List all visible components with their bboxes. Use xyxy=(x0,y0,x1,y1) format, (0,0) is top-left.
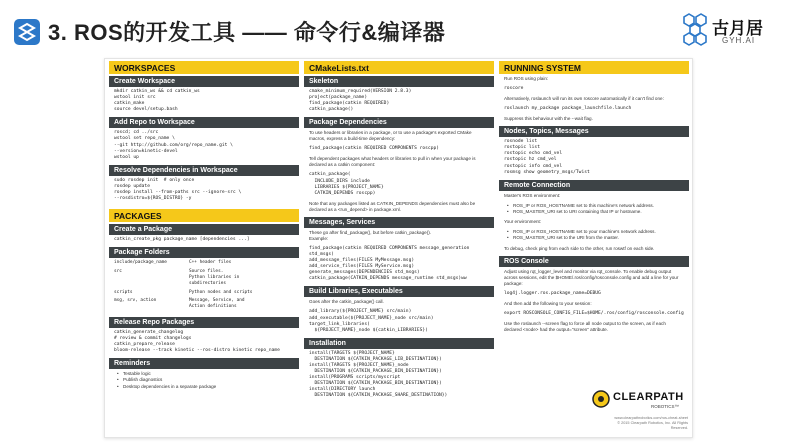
folder-name: msg, srv, action xyxy=(114,298,157,304)
list-item: • Testable logic xyxy=(123,371,294,377)
folder-desc: Python nodes and scripts xyxy=(189,289,253,295)
remote-list-yours xyxy=(499,227,689,243)
text-running-3: Suppress this behaviour with the --wait flag. xyxy=(504,116,593,122)
code-add-repo: roscd; cd ../src wstool set repo_name \ --git http://github.com/org/repo_name.git \ --version=kinetic-devel wstool up xyxy=(114,130,233,160)
text-package-deps-2: Tell dependent packages what headers or libraries to pull in when your package is declared as a catkin component: xyxy=(309,156,476,168)
text-package-deps-1: To use headers or libraries in a package, or to use a package's exported CMake macros, express a build-time dependency: xyxy=(309,130,472,142)
text-console-2: And then add the following to your session: xyxy=(504,300,592,306)
code-nodes: rosnode list rostopic list rostopic echo cmd_vel rostopic hz cmd_vel rostopic info cmd_vel rosmsg show geometry_msgs/Twist xyxy=(504,139,590,175)
folder-name: scripts xyxy=(114,289,133,295)
code-console-2: export ROSCONSOLE_CONFIG_FILE=$HOME/.ros/config/rosconsole.config xyxy=(504,310,684,316)
text-running-1: Run ROS using plain: xyxy=(504,76,549,81)
slide-title: 3. ROS的开发工具 —— 命令行&编译器 xyxy=(48,20,446,45)
code-skeleton: cmake_minimum_required(VERSION 2.8.3) project(package_name) find_package(catkin REQUIRED) catkin_package() xyxy=(309,89,412,113)
folder-desc: C++ header files xyxy=(189,260,232,266)
subsection-build: Build Libraries, Executables xyxy=(304,286,494,297)
section-title-running: RUNNING SYSTEM xyxy=(499,61,689,74)
clearpath-gear-icon xyxy=(591,389,611,409)
code-messages: find_package(catkin REQUIRED COMPONENTS message_generation std_msgs) add_message_files(FILES MyMessage.msg) add_service_files(FILES MyService.msg) generate_messages(DEPENDENCIES std_msgs) catkin_package(CATKIN_DEPENDS message_runtime std_msgs)ww xyxy=(309,245,470,282)
clearpath-subtitle: ROBOTICS™ xyxy=(651,404,680,409)
text-console-1: Adjust using rqt_logger_level and monitor via rqt_console. To enable debug output across sessions, edit the $HOME/.ros/config/rosconsole.config and add a line for your package: xyxy=(504,268,679,286)
brand-logo xyxy=(682,10,768,52)
slide-header xyxy=(0,0,790,60)
text-remote-2: Your environment: xyxy=(504,219,542,225)
folder-name: src xyxy=(114,269,122,275)
table-row xyxy=(114,298,294,310)
section-title-workspaces: WORKSPACES xyxy=(109,61,299,74)
subsection-release: Release Repo Packages xyxy=(109,317,299,328)
folder-desc: Message, Service, and Action definitions xyxy=(189,298,245,310)
hexagon-logo-icon xyxy=(682,12,710,46)
subsection-add-repo: Add Repo to Workspace xyxy=(109,117,299,128)
text-build: Goes after the catkin_package() call. xyxy=(309,299,384,305)
list-item: • ROS_MASTER_URI set to the URI from the master. xyxy=(513,235,684,241)
column-running-system xyxy=(499,59,689,430)
code-build: add_library(${PROJECT_NAME} src/main) add_executable(${PROJECT_NAME}_node src/main) target_link_libraries( ${PROJECT_NAME}_node ${catkin_LIBRARIES}) xyxy=(309,309,434,333)
column-workspaces-packages xyxy=(109,59,299,392)
list-item: • Desktop dependencies in a separate package xyxy=(123,384,294,390)
subsection-package-deps: Package Dependencies xyxy=(304,117,494,128)
subsection-remote: Remote Connection xyxy=(499,180,689,191)
column-cmakelists xyxy=(304,59,494,402)
list-item: • ROS_MASTER_URI set to URI containing that IP or hostname. xyxy=(513,209,684,215)
code-release: catkin_generate_changelog # review & commit changelogs catkin_prepare_release bloom-release --track kinetic --ros-distro kinetic repo_name xyxy=(114,329,280,354)
reminders-list xyxy=(109,369,299,392)
folder-name: include/package_name xyxy=(114,260,167,266)
subsection-reminders: Reminders xyxy=(109,358,299,369)
text-console-3: Use the roslaunch --screen flag to force all node output to the screen, as if each declared <node> had the output="screen" attribute. xyxy=(504,320,666,332)
text-remote-1: Master's ROS environment: xyxy=(504,192,561,198)
package-folders-table xyxy=(109,258,299,315)
cheat-sheet xyxy=(104,58,693,438)
code-package-deps-2: catkin_package( INCLUDE_DIRS include LIBRARIES ${PROJECT_NAME} CATKIN_DEPENDS roscpp) xyxy=(309,172,384,196)
clearpath-name: CLEARPATH xyxy=(613,391,684,403)
code-package-deps-1: find_package(catkin REQUIRED COMPONENTS roscpp) xyxy=(309,146,439,152)
code-installation: install(TARGETS ${PROJECT_NAME} DESTINATION ${CATKIN_PACKAGE_LIB_DESTINATION}) install(TARGETS ${PROJECT_NAME}_node DESTINATION ${CATKIN_PACKAGE_BIN_DESTINATION}) install(PROGRAMS scripts/myscript DESTINATION ${CATKIN_PACKAGE_BIN_DESTINATION}) install(DIRECTORY launch DESTINATION ${CATKIN_PACKAGE_SHARE_DESTINATION}) xyxy=(309,350,448,399)
list-item: • Publish diagnostics xyxy=(123,377,294,383)
code-console-1: log4j.logger.ros.package_name=DEBUG xyxy=(504,290,601,296)
subsection-skeleton: Skeleton xyxy=(304,76,494,87)
subsection-create-workspace: Create Workspace xyxy=(109,76,299,87)
text-remote-3: To debug, check ping from each side to the other, run roswtf on each side. xyxy=(504,245,655,251)
subsection-nodes: Nodes, Topics, Messages xyxy=(499,126,689,137)
remote-list-master xyxy=(499,201,689,217)
sheet-footer: www.clearpathrobotics.com/ros-cheat-sheet © 2015 Clearpath Robotics, Inc. All Rights Reserved. xyxy=(614,416,688,430)
app-logo-icon xyxy=(14,19,40,45)
code-running-1: roscore xyxy=(504,86,524,91)
subsection-console: ROS Console xyxy=(499,256,689,267)
section-title-cmakelists: CMakeLists.txt xyxy=(304,61,494,74)
text-running-2: Alternatively, roslaunch will run its own roscore automatically if it can't find one: xyxy=(504,96,664,102)
clearpath-logo xyxy=(591,389,684,411)
brand-subtitle: GYH.AI xyxy=(722,36,756,45)
list-item: • ROS_IP or ROS_HOSTNAME set to your machine's network address. xyxy=(513,229,684,235)
code-resolve-deps: sudo rosdep init # only once rosdep update rosdep install --from-paths src --ignore-src \ --rosdistro=${ROS_DISTRO} -y xyxy=(114,177,242,202)
table-row xyxy=(114,260,294,266)
text-messages: These go after find_package(), but before catkin_package(). Example: xyxy=(309,229,432,241)
code-create-workspace: mkdir catkin_ws && cd catkin_ws wstool init src catkin_make source devel/setup.bash xyxy=(114,89,200,113)
list-item: • ROS_IP or ROS_HOSTNAME set to this machine's network address. xyxy=(513,203,684,209)
subsection-installation: Installation xyxy=(304,338,494,349)
code-running-2: roslaunch my_package package_launchfile.launch xyxy=(504,106,632,112)
code-create-package: catkin_create_pkg package_name [dependencies ...] xyxy=(114,237,250,243)
subsection-package-folders: Package Folders xyxy=(109,247,299,258)
brand-name: 古月居 xyxy=(712,19,763,38)
subsection-messages: Messages, Services xyxy=(304,217,494,228)
table-row xyxy=(114,290,294,296)
table-row xyxy=(114,269,294,286)
text-package-deps-3: Note that any packages listed as CATKIN_DEPENDS dependencies must also be declared as a <run_depend> in package.xml. xyxy=(309,200,476,212)
section-title-packages: PACKAGES xyxy=(109,209,299,222)
subsection-create-package: Create a Package xyxy=(109,224,299,235)
folder-desc: Source files. Python libraries in subdirectories xyxy=(189,269,240,286)
subsection-resolve-deps: Resolve Dependencies in Workspace xyxy=(109,165,299,176)
